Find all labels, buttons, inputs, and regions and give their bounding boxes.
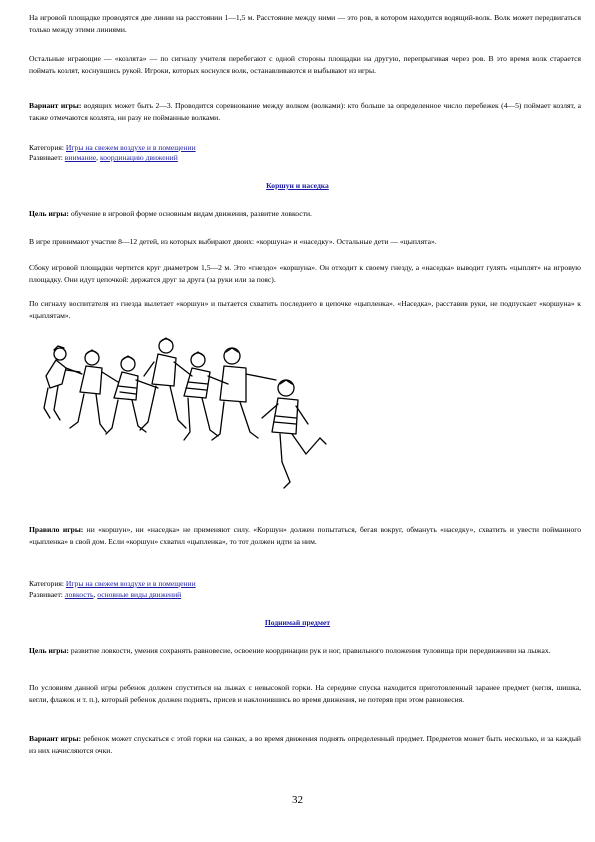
- paragraph: [29, 733, 581, 757]
- category-line: [29, 578, 196, 589]
- section-title[interactable]: Поднимай предмет: [264, 618, 331, 627]
- paragraph: Остальные играющие — «козлята» — по сигналу учителя перебегают с одной стороны площадки на другую, перепрыгивая через ров. В это время волк старается поймать козлят, коснувшись рукой. Игроки, которых коснулся волк, останавливаются и выбывают из игры.: [29, 54, 581, 75]
- goal-label: Цель игры:: [29, 646, 69, 655]
- goal-text: развитие ловкости, умения сохранять равновесие, освоение координации рук и ног, правильного положения туловища при передвижении на лыжах.: [68, 646, 551, 655]
- paragraph: По сигналу воспитателя из гнезда вылетает «коршун» и пытается схватить последнего в цепочке «цыпленка». «Наседка», расставив руки, не подпускает «коршуна» к «цыплятам».: [29, 299, 581, 320]
- paragraph: [29, 645, 581, 657]
- paragraph: [29, 208, 581, 220]
- develops-link-movements[interactable]: основные виды движений: [97, 590, 182, 599]
- paragraph: Сбоку игровой площадки чертится круг диаметром 1,5—2 м. Это «гнездо» «коршуна». Он отходит к своему гнезду, а «наседка» выводит гулять «цыплят» на игровую площадку. Они идут цепочкой: держатся друг за друга (за руки или за пояс).: [29, 263, 581, 284]
- rules-label: Правило игры:: [29, 525, 84, 534]
- paragraph: В игре принимают участие 8—12 детей, из которых выбирают двоих: «коршуна» и «наседку». Остальные дети — «цыплята».: [29, 237, 437, 246]
- develops-link-agility[interactable]: ловкость: [64, 590, 94, 599]
- variant-text: водящих может быть 2—3. Проводится соревнование между волком (волками): кто больше за определенное число перебежек (4—5) поймает козлят, а также отмечаются козлята, ни разу не пойманные волками.: [29, 101, 581, 122]
- variant-label: Вариант игры:: [29, 734, 82, 743]
- goal-text: обучение в игровой форме основным видам движения, развитие ловкости.: [68, 209, 312, 218]
- category-link[interactable]: Игры на свежем воздухе и в помещении: [65, 143, 196, 152]
- separator: ,: [96, 153, 100, 162]
- develops-line: [29, 152, 178, 163]
- paragraph: На игровой площадке проводятся две линии на расстоянии 1—1,5 м. Расстояние между ними — это ров, в котором находится водящий-волк. Волк может передвигаться только между этими линиями.: [29, 13, 581, 34]
- develops-link-attention[interactable]: внимание: [64, 153, 97, 162]
- separator: ,: [93, 590, 98, 599]
- category-label: Категория:: [29, 579, 66, 588]
- variant-label: Вариант игры:: [29, 101, 82, 110]
- paragraph: По условиям данной игры ребенок должен спуститься на лыжах с невысокой горки. На середине спуска находится приготовленный заранее предмет (кегля, шишка, кегли, флажок и т. п.), который ребенок должен поднять, присев и наклонившись во время движения, не потеряв при этом равновесия.: [29, 683, 581, 704]
- page-number: 32: [292, 794, 303, 806]
- category-label: Категория:: [29, 143, 66, 152]
- variant-text: ребенок может спускаться с этой горки на санках, а во время движения поднять определенный предмет. Предметов может быть несколько, и за каждый из них начисляются очки.: [29, 734, 581, 755]
- goal-label: Цель игры:: [29, 209, 69, 218]
- category-link[interactable]: Игры на свежем воздухе и в помещении: [65, 579, 196, 588]
- paragraph: [29, 524, 581, 548]
- develops-label: Развивает:: [29, 590, 65, 599]
- develops-link-coordination[interactable]: координацию движений: [99, 153, 178, 162]
- paragraph: [29, 100, 581, 124]
- section-title[interactable]: Коршун и наседка: [266, 181, 329, 190]
- rules-text: ни «коршун», ни «наседка» не применяют силу. «Коршун» должен попытаться, бегая вокруг, обмануть «наседку», схватить и увести пойманного «цыпленка» в свой дом. Если «коршун» схватил «цыпленка», то тот должен идти за ним.: [29, 525, 581, 546]
- children-playing-illustration: [40, 336, 330, 506]
- develops-label: Развивает:: [29, 153, 65, 162]
- develops-line: [29, 589, 181, 600]
